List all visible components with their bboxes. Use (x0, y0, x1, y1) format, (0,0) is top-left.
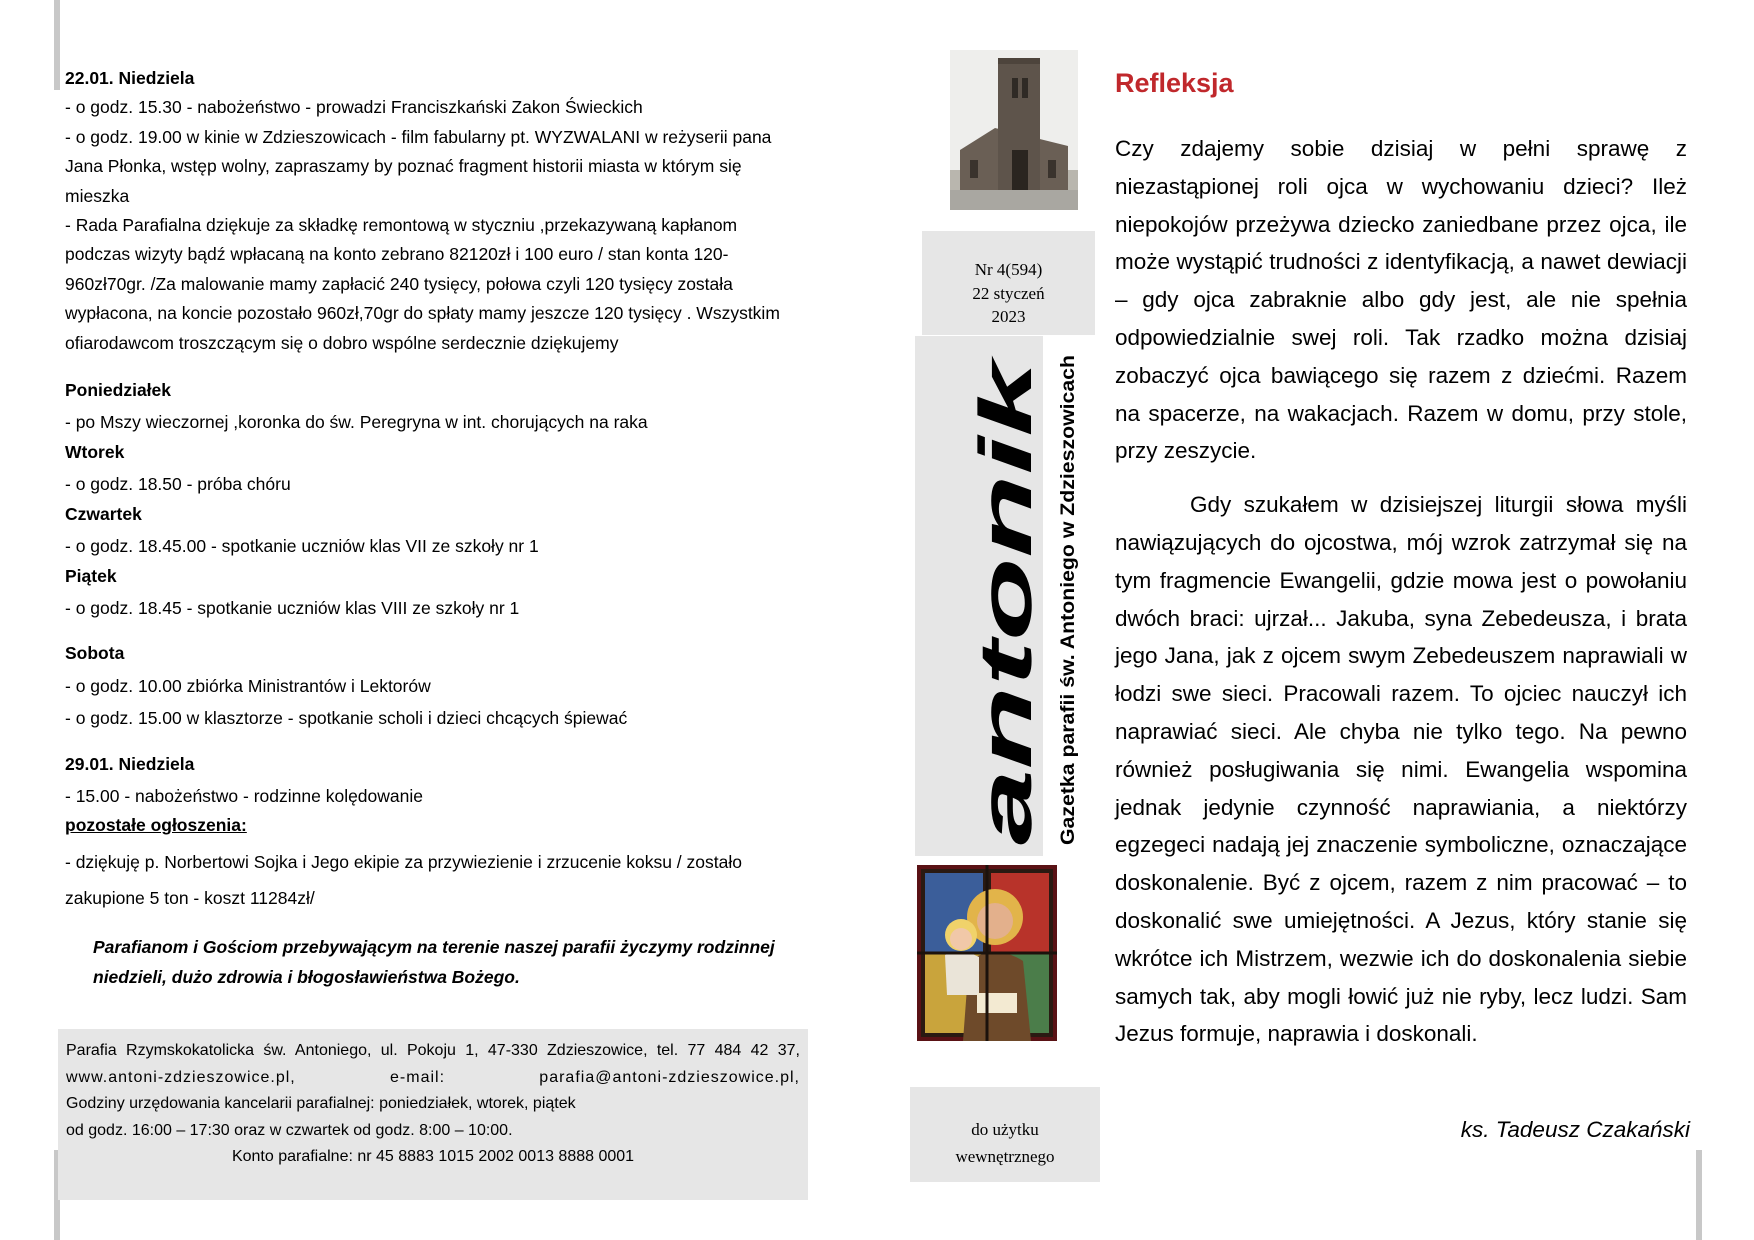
bank-account: Konto parafialne: nr 45 8883 1015 2002 0013 8888 0001 (231, 1148, 635, 1165)
church-photo (950, 50, 1078, 210)
day-heading: Wtorek (65, 441, 125, 462)
day-heading: Sobota (65, 643, 125, 664)
issue-date: 22 styczeń (972, 283, 1045, 303)
announcement-line: - po Mszy wieczornej ,koronka do św. Peregryna w int. chorujących na raka (65, 412, 648, 433)
announcement-line: - o godz. 18.45 - spotkanie uczniów klas VIII ze szkoły nr 1 (65, 597, 520, 618)
reflection-paragraph: Czy zdajemy sobie dzisiaj w pełni sprawę z niezastąpionej roli ojca w wychowaniu dzieci? Ileż niepokojów przeżywa dziecko zaniedbane przez ojca, ile może wystąpić trudności z identyfikacją, a nawet dewiacji – gdy ojca zabraknie albo gdy jest, ale nie spełnia odpowiedzialnie swej roli. Tak rzadko można dzisiaj zobaczyć ojca bawiącego się razem z dziećmi. Razem na spacerze, na wakacjach. Razem w domu, przy stole, przy zeszycie. (1115, 136, 1687, 464)
other-announcements-heading: pozostałe ogłoszenia: (65, 815, 247, 836)
left-top-bar (54, 0, 60, 90)
day-heading: Piątek (65, 565, 117, 586)
announcement-line: - Rada Parafialna dziękuje za składkę remontową w styczniu ,przekazywaną kapłanom podczas wizyty bądź wpłacaną na konto zebrano 82120zł i 100 euro / stan konta 120-960zł70gr. /Za malowanie mamy zapłacić 240 tysięcy, połowa czyli 120 tysięcy została wypłacona, na koncie pozostało 960zł,70gr do spłaty mamy jeszcze 120 tysięcy . Wszystkim ofiarodawcom troszczącym się o dobro wspólne serdecznie dziękujemy (65, 215, 780, 353)
brand-text: antonik (964, 581, 1047, 845)
announcement-line: - o godz. 15.00 w klasztorze - spotkanie scholi i dzieci chcących śpiewać (65, 708, 628, 729)
office-hours-times: od godz. 16:00 – 17:30 oraz w czwartek od godz. 8:00 – 10:00. (66, 1121, 513, 1139)
masthead-subtitle (1053, 350, 1081, 850)
announcement-line: - o godz. 10.00 zbiórka Ministrantów i Lektorów (65, 675, 431, 696)
announcement-line: - o godz. 15.30 - nabożeństwo - prowadzi Franciszkański Zakon Świeckich (65, 97, 643, 118)
issue-year: 2023 (991, 307, 1026, 326)
issue-number: Nr 4(594) (974, 260, 1043, 279)
announcement-line: - 15.00 - nabożeństwo - rodzinne kolędowanie (65, 785, 423, 806)
day-heading: Czwartek (65, 503, 142, 524)
subtitle-text: Gazetka parafii św. Antoniego w Zdzieszowicach (1058, 407, 1079, 845)
day-heading: Poniedziałek (65, 380, 172, 401)
sunday-heading: 22.01. Niedziela (65, 68, 195, 88)
closing-wishes: Parafianom i Gościom przebywającym na terenie naszej parafii życzymy rodzinnej niedzieli, dużo zdrowia i błogosławieństwa Bożego. (93, 936, 775, 987)
parish-address: Parafia Rzymskokatolicka św. Antoniego, ul. Pokoju 1, 47-330 Zdzieszowice, tel. 77 484 42 37, (66, 1042, 800, 1059)
reflection-body (1115, 130, 1687, 1053)
reflection-paragraph: Gdy szukałem w dzisiejszej liturgii słowa myśli nawiązujących do ojcostwa, mój wzrok zatrzymał się na tym fragmencie Ewangelii, gdzie mowa jest o powołaniu dwóch braci: ujrzał... Jakuba, syna Zebedeusza, i brata jego Jana, jak z ojcem swym Zebedeuszem naprawiali w łodzi swe sieci. Pracowali razem. To ojciec nauczył ich naprawiać sieci. Ale chyba nie tylko tego. Na pewno również posługiwania się nimi. Ewangelia wspomina jednak jedynie czynność naprawiania, a niektórzy egzegeci nadają jej znaczenie symboliczne, oznaczające doskonalenie. Być z ojcem, razem z nim pracować – to doskonalić swe umiejętności. A Jezus, który stanie się wkrótce ich Mistrzem, wezwie ich do doskonalenia siebie samych tak, aby mogli łowić już nie ryby, lecz ludzi. Sam Jezus formuje, naprawia i doskonali. (1115, 492, 1687, 1047)
announcement-line: - o godz. 19.00 w kinie w Zdzieszowicach - film fabularny pt. WYZWALANI w reżyserii pana Jana Płonka, wstęp wolny, zapraszamy by poznać fragment historii miasta w którym się mieszka (65, 126, 772, 206)
internal-use-box (910, 1087, 1100, 1182)
saint-anthony-stained-glass (917, 865, 1057, 1041)
announcement-line: - dziękuję p. Norbertowi Sojka i Jego ekipie za przywiezienie i zrzucenie koksu / zostało zakupione 5 ton - koszt 11284zł/ (65, 851, 742, 908)
parish-web-email: www.antoni-zdzieszowice.pl, e-mail: parafia@antoni-zdzieszowice.pl, (66, 1068, 800, 1086)
parish-contact-box (58, 1029, 808, 1200)
reflection-title: Refleksja (1115, 68, 1234, 98)
author-signature: ks. Tadeusz Czakański (1460, 1117, 1690, 1142)
office-hours: Godziny urzędowania kancelarii parafialnej: poniedziałek, wtorek, piątek (66, 1095, 576, 1112)
announcement-line: - o godz. 18.45.00 - spotkanie uczniów klas VII ze szkoły nr 1 (65, 536, 539, 557)
brand-logo (964, 355, 1047, 850)
announcements (65, 64, 803, 992)
sunday-heading: 29.01. Niedziela (65, 753, 195, 774)
right-bottom-bar (1696, 1150, 1702, 1240)
announcement-line: - o godz. 18.50 - próba chóru (65, 474, 291, 495)
internal-use-note: do użytku wewnętrznego (955, 1120, 1055, 1166)
issue-info (922, 258, 1095, 329)
